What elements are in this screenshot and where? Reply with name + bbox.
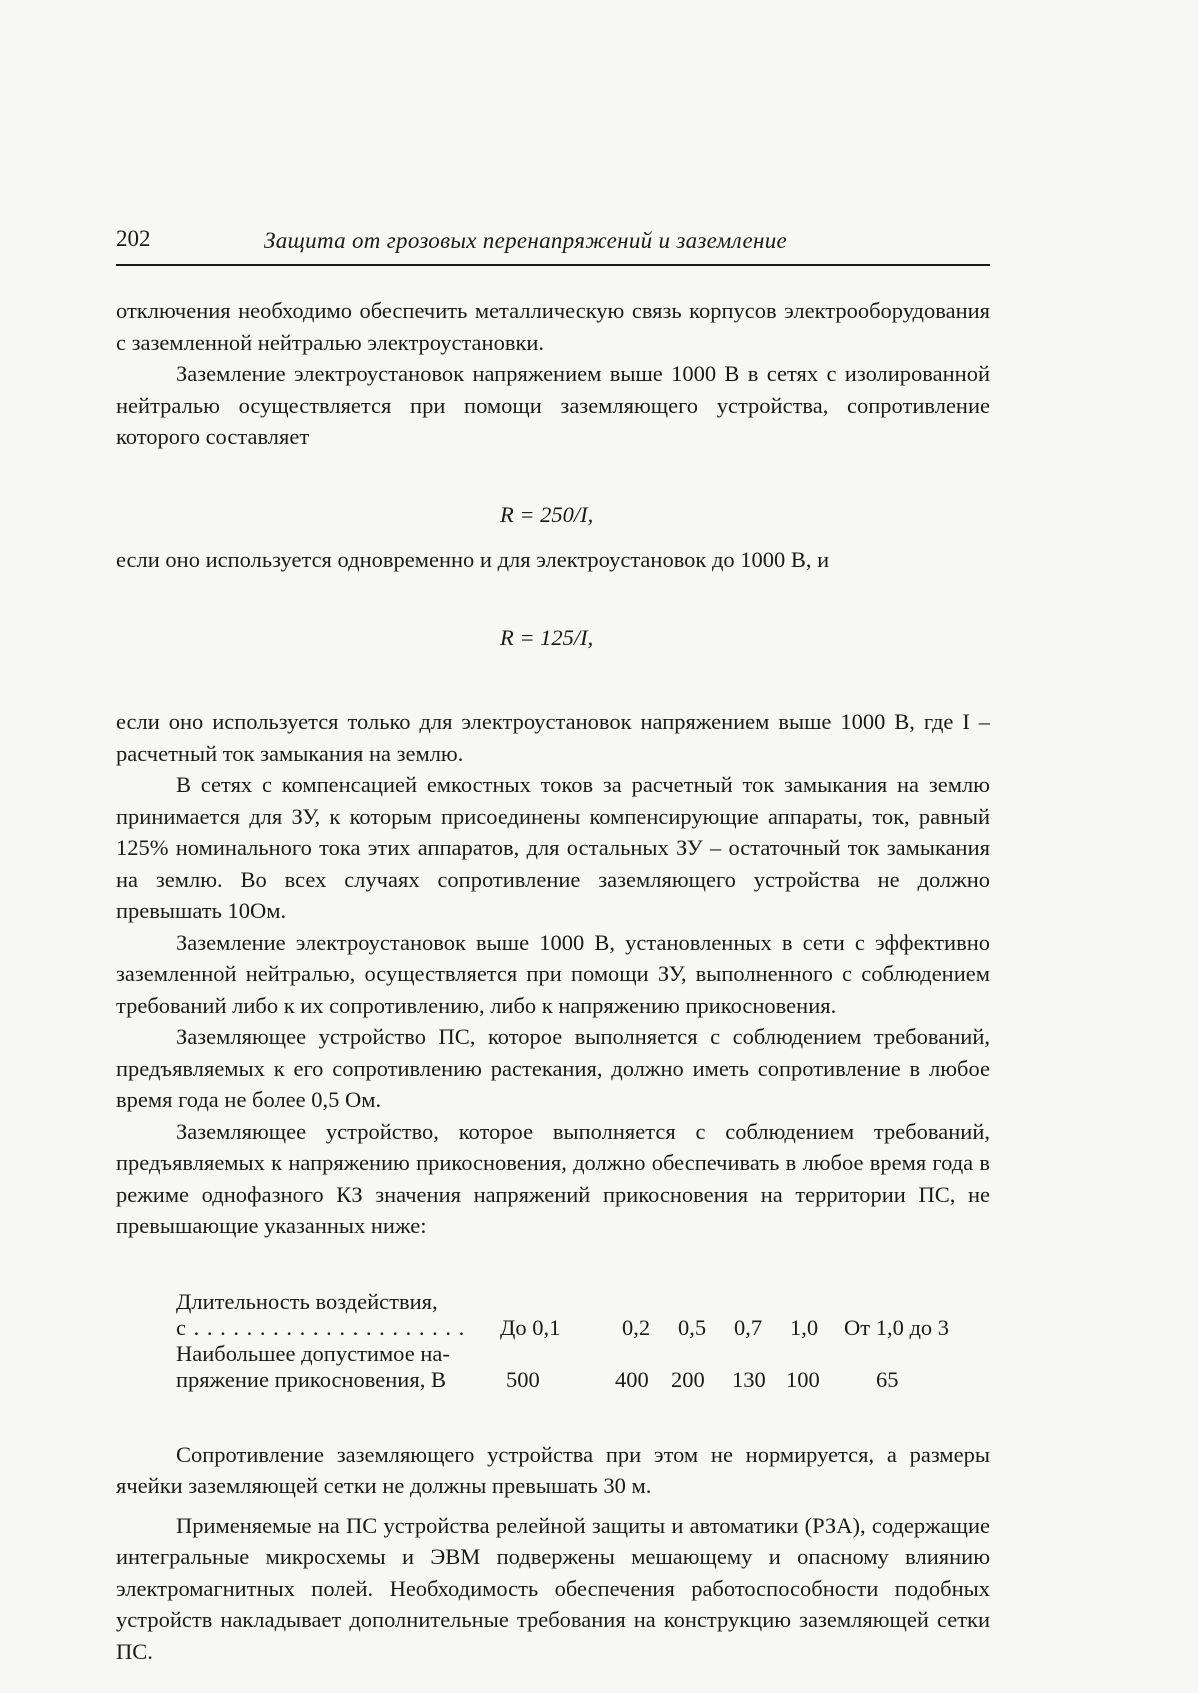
table-row2-label-line1: Наибольшее допустимое на- <box>176 1340 450 1366</box>
touch-voltage-table <box>116 1289 990 1403</box>
paragraph-7: Заземляющее устройство ПС, которое выполняется с соблюдением требований, предъявляемых к его сопротивлению растекания, должно иметь сопротивление в любое время года не более 0,5 Ом. <box>116 1024 990 1112</box>
table-row2-value-3: 200 <box>671 1366 705 1392</box>
table-row2-value-6: 65 <box>876 1366 899 1392</box>
paragraph-9: Сопротивление заземляющего устройства при этом не нормируется, а размеры ячейки заземляющей сетки не должны превышать 30 м. <box>116 1441 990 1498</box>
body-text <box>116 295 990 1667</box>
paragraph-10: Применяемые на ПС устройства релейной защиты и автоматики (РЗА), содержащие интегральные микросхемы и ЭВМ подвержены мешающему и опасному влиянию электромагнитных полей. Необходимость обеспечения работоспособности подобных устройств накладывает дополнительные требования на конструкцию заземляющей сетки ПС. <box>116 1512 990 1664</box>
paragraph-3: если оно используется одновременно и для электроустановок до 1000 В, и <box>116 547 830 572</box>
paragraph-1: отключения необходимо обеспечить металлическую связь корпусов электрооборудования с заземленной нейтралью электроустановки. <box>116 298 990 355</box>
table-row2-value-1: 500 <box>506 1366 540 1392</box>
paragraph-4: если оно используется только для электроустановок напряжением выше 1000 В, где I – расчетный ток замыкания на землю. <box>116 709 990 766</box>
table-row1-value-6: От 1,0 до 3 <box>844 1314 950 1340</box>
page-header <box>116 224 990 266</box>
paragraph-8: Заземляющее устройство, которое выполняется с соблюдением требований, предъявляемых к напряжению прикосновения, должно обеспечивать в любое время года в режиме однофазного КЗ значения напряжений прикосновения на территории ПС, не превышающие указанных ниже: <box>116 1118 990 1238</box>
paragraph-6: Заземление электроустановок выше 1000 В, установленных в сети с эффективно заземленной нейтралью, осуществляется при помощи ЗУ, выполненного с соблюдением требований либо к их сопротивлению, либо к напряжению прикосновения. <box>116 929 990 1018</box>
paragraph-2: Заземление электроустановок напряжением выше 1000 В в сетях с изолированной нейтралью осуществляется при помощи заземляющего устройства, сопротивление которого составляет <box>116 361 990 449</box>
formula-1: R = 250/I, <box>500 501 594 527</box>
table-row2-value-2: 400 <box>615 1366 649 1392</box>
table-row1-value-3: 0,5 <box>678 1314 707 1340</box>
table-row2-value-5: 100 <box>786 1366 820 1392</box>
formula-2: R = 125/I, <box>500 624 594 650</box>
table-row1-label-line1: Длительность воздействия, <box>176 1288 438 1314</box>
paragraph-5: В сетях с компенсацией емкостных токов за расчетный ток замыкания на землю принимается для ЗУ, к которым присоединены компенсирующие аппараты, ток, равный 125% номинального тока этих аппаратов, для остальных ЗУ – остаточный ток замыкания на землю. Во всех случаях сопротивление заземляющего устройства не должно превышать 10Ом. <box>116 772 990 923</box>
table-row2-value-4: 130 <box>732 1366 766 1392</box>
table-row1-label-line2: с . . . . . . . . . . . . . . . . . . . . . <box>176 1314 466 1340</box>
table-row1-value-1: До 0,1 <box>500 1314 561 1340</box>
page-number: 202 <box>116 226 151 251</box>
table-row1-value-2: 0,2 <box>622 1314 651 1340</box>
running-title: Защита от грозовых перенапряжений и заземление <box>264 228 788 253</box>
table-row1-value-4: 0,7 <box>734 1314 763 1340</box>
table-row1-value-5: 1,0 <box>790 1314 819 1340</box>
table-row2-label-line2: пряжение прикосновения, В <box>176 1366 446 1392</box>
